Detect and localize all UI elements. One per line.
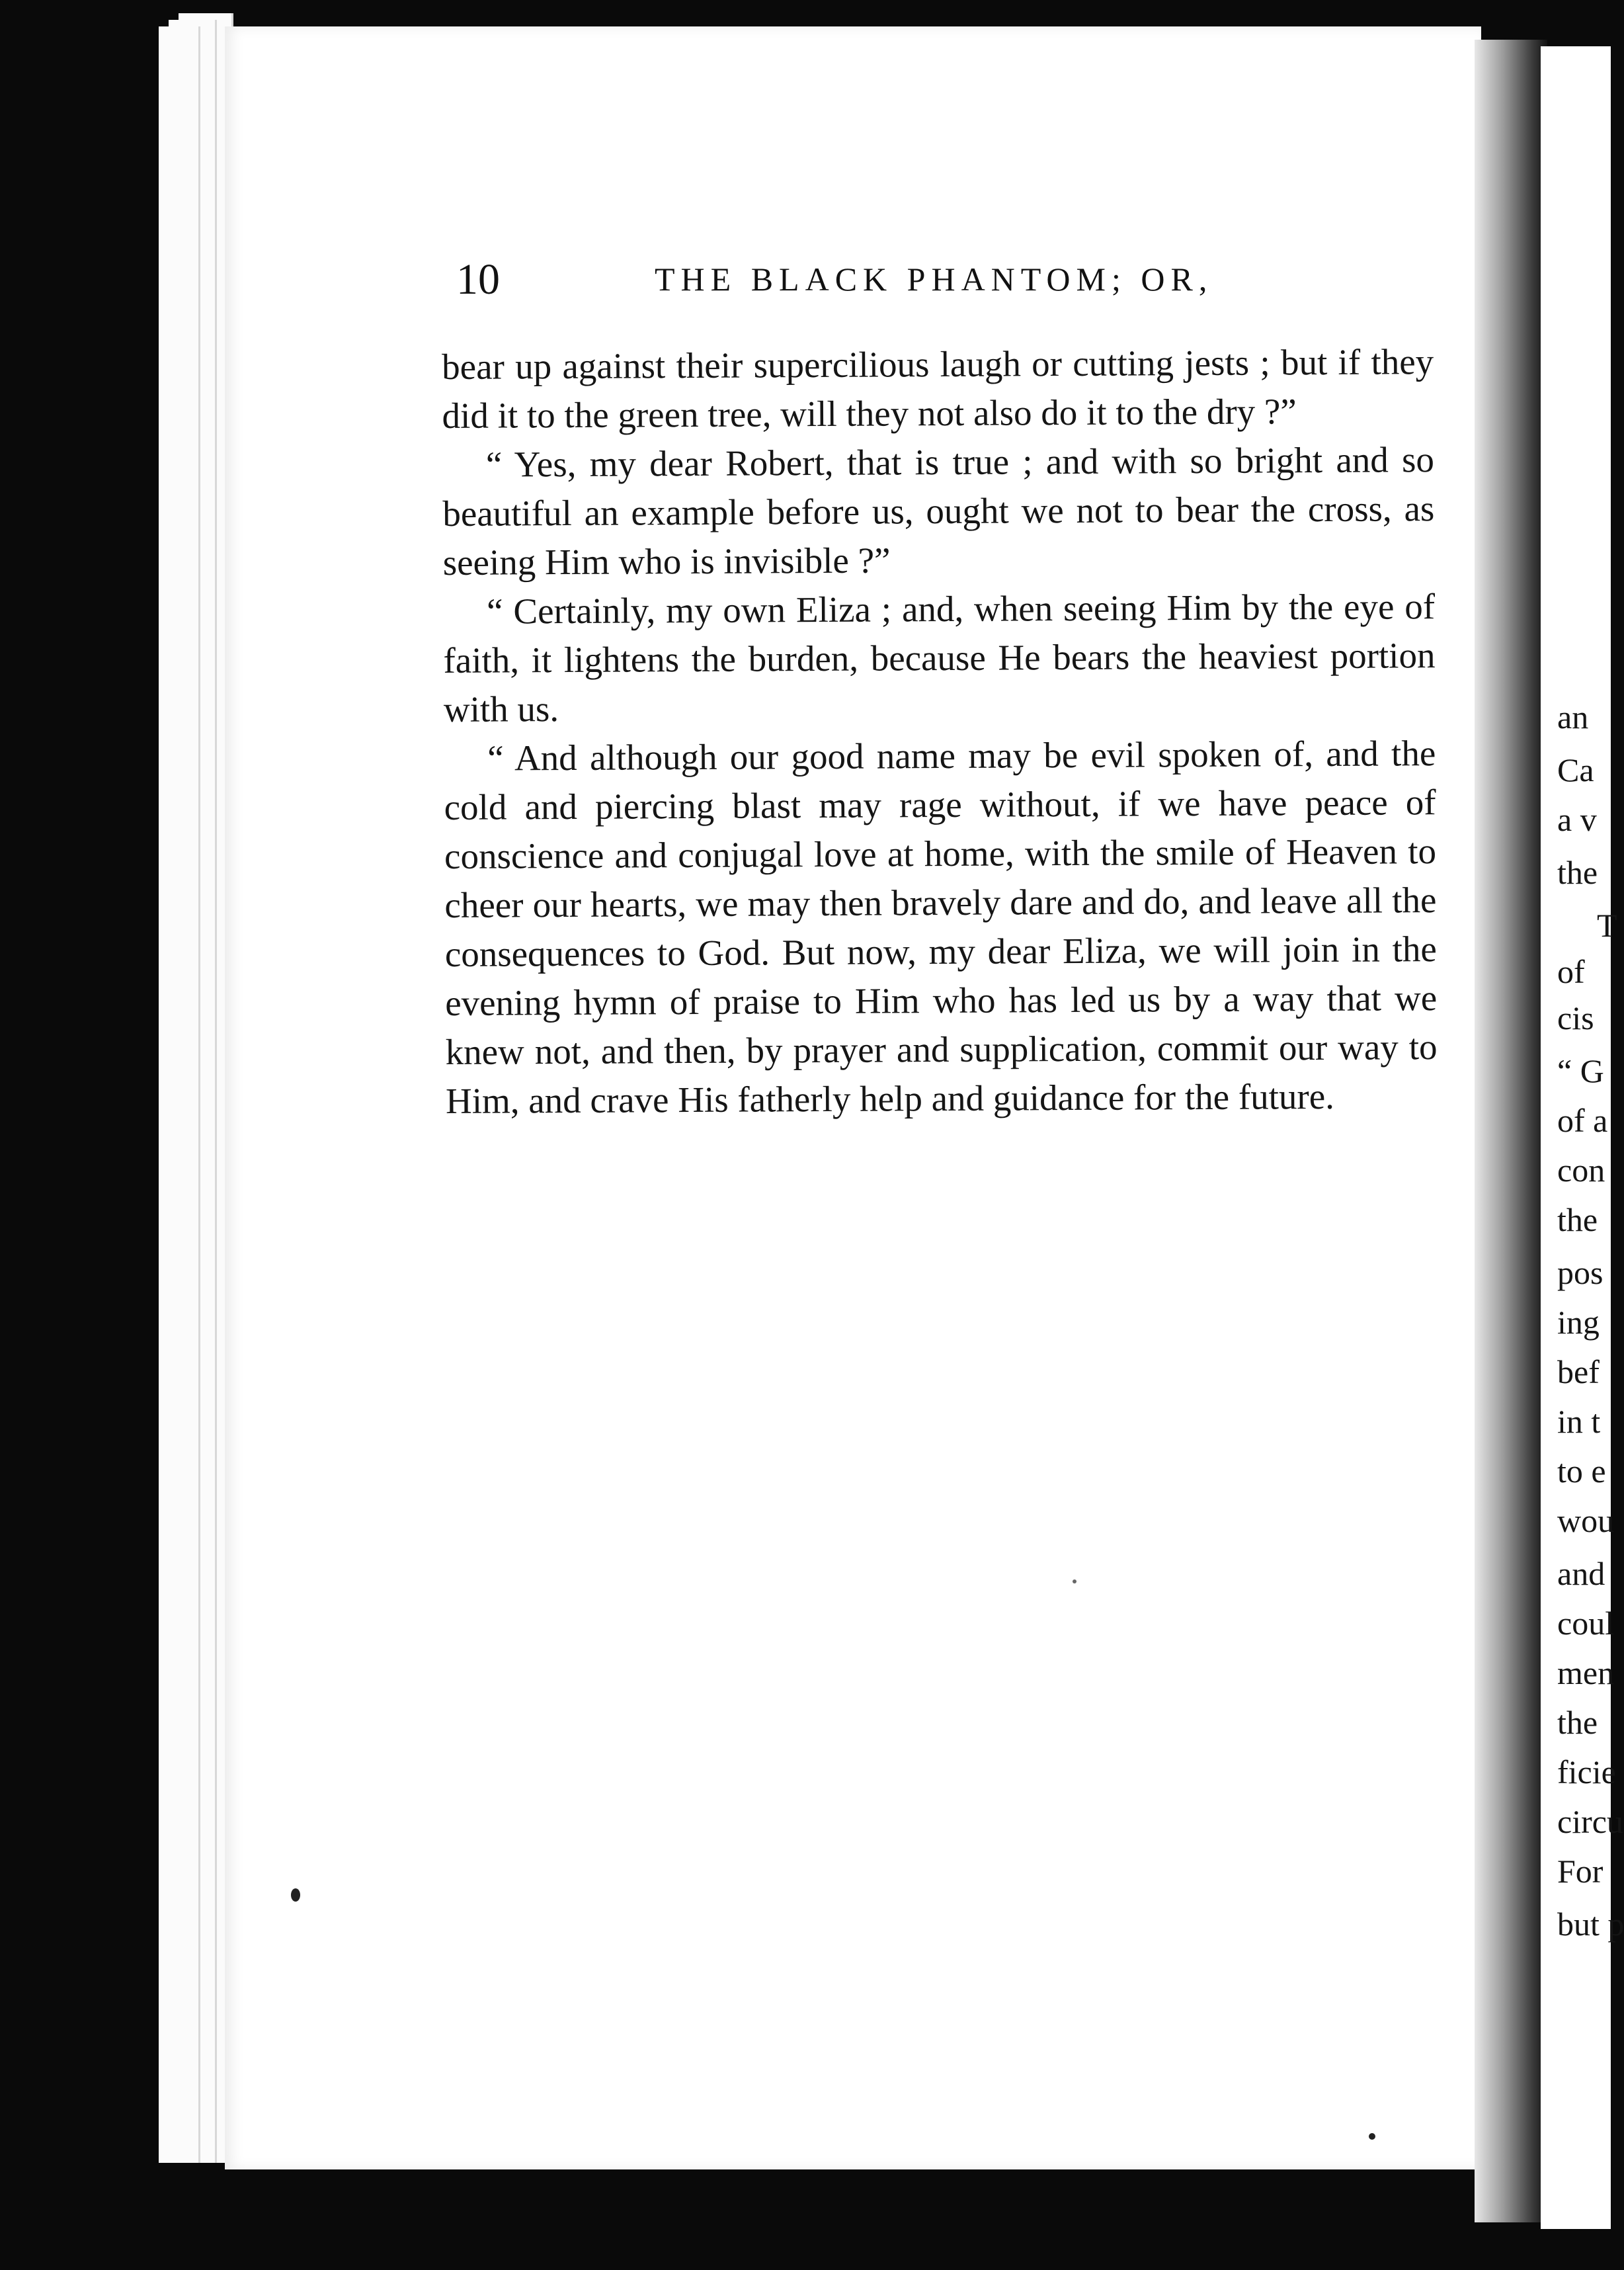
page-edge [159,26,200,2163]
facing-page-fragment: ing [1557,1304,1600,1341]
facing-page-fragment: but p [1557,1906,1624,1943]
running-title: THE BLACK PHANTOM; OR, [655,261,1213,298]
body-text [442,337,1438,1126]
facing-page-fragment: the [1557,1704,1598,1741]
facing-page-fragment: For [1557,1853,1604,1890]
facing-page-fragment: “ G [1557,1052,1604,1089]
facing-page-fragment: cis [1557,999,1594,1036]
facing-page-fragment: of a [1557,1102,1608,1139]
facing-page-fragment: Ca [1557,751,1594,788]
paragraph: bear up against their supercilious laugh or cutting jests ; but if they did it to the green tree, will they not also do it to the dry ?” [442,341,1434,436]
paragraph: “ Yes, my dear Robert, that is true ; and with so bright and so beautiful an example before us, ought we not to bear the cross, as seeing Him who is invisible ?” [442,439,1435,583]
facing-page-fragment: in t [1557,1403,1601,1440]
facing-page-fragment: wou [1557,1502,1615,1539]
facing-page-fragment: con [1557,1152,1605,1189]
paragraph: “ And although our good name may be evil spoken of, and the cold and piercing blast may rage without, if we have peace of conscience and conjugal love at home, with the smile of Heaven to cheer our hearts, we may then bravely dare and do, and leave all the consequences to God. But now, my dear Eliza, we will join in the evening hymn of praise to Him who has led us by a way that we knew not, and then, by prayer and supplication, commit our way to Him, and crave His fatherly help and guidance for the future. [444,733,1438,1121]
facing-page-fragment: pos [1557,1254,1604,1291]
running-head [456,255,1448,334]
facing-page-fragment: the [1557,1201,1598,1238]
dust-speck [1073,1579,1076,1583]
facing-page-fragment: a v [1557,801,1597,838]
facing-page-fragment: coul [1557,1605,1615,1642]
facing-page-fragment: circu [1557,1803,1623,1840]
facing-page-fragment: an [1557,698,1589,736]
paragraph: “ Certainly, my own Eliza ; and, when seeing Him by the eye of faith, it lightens the burden, because He bears the heaviest portion with us. [443,586,1436,730]
dust-speck [291,1888,300,1902]
facing-page-fragment: men [1557,1654,1615,1691]
facing-page-fragment: and [1557,1555,1605,1592]
facing-page-fragment: to e [1557,1452,1606,1490]
book-gutter-shadow [1475,40,1547,2222]
dust-speck [1369,2133,1375,2140]
page-number: 10 [456,255,500,304]
facing-page-fragment: T [1597,907,1617,944]
facing-page-fragment: of [1557,953,1585,990]
facing-page-fragment: bef [1557,1353,1600,1390]
facing-page-fragment: ficie [1557,1753,1616,1790]
facing-page-fragment: the [1557,854,1598,891]
